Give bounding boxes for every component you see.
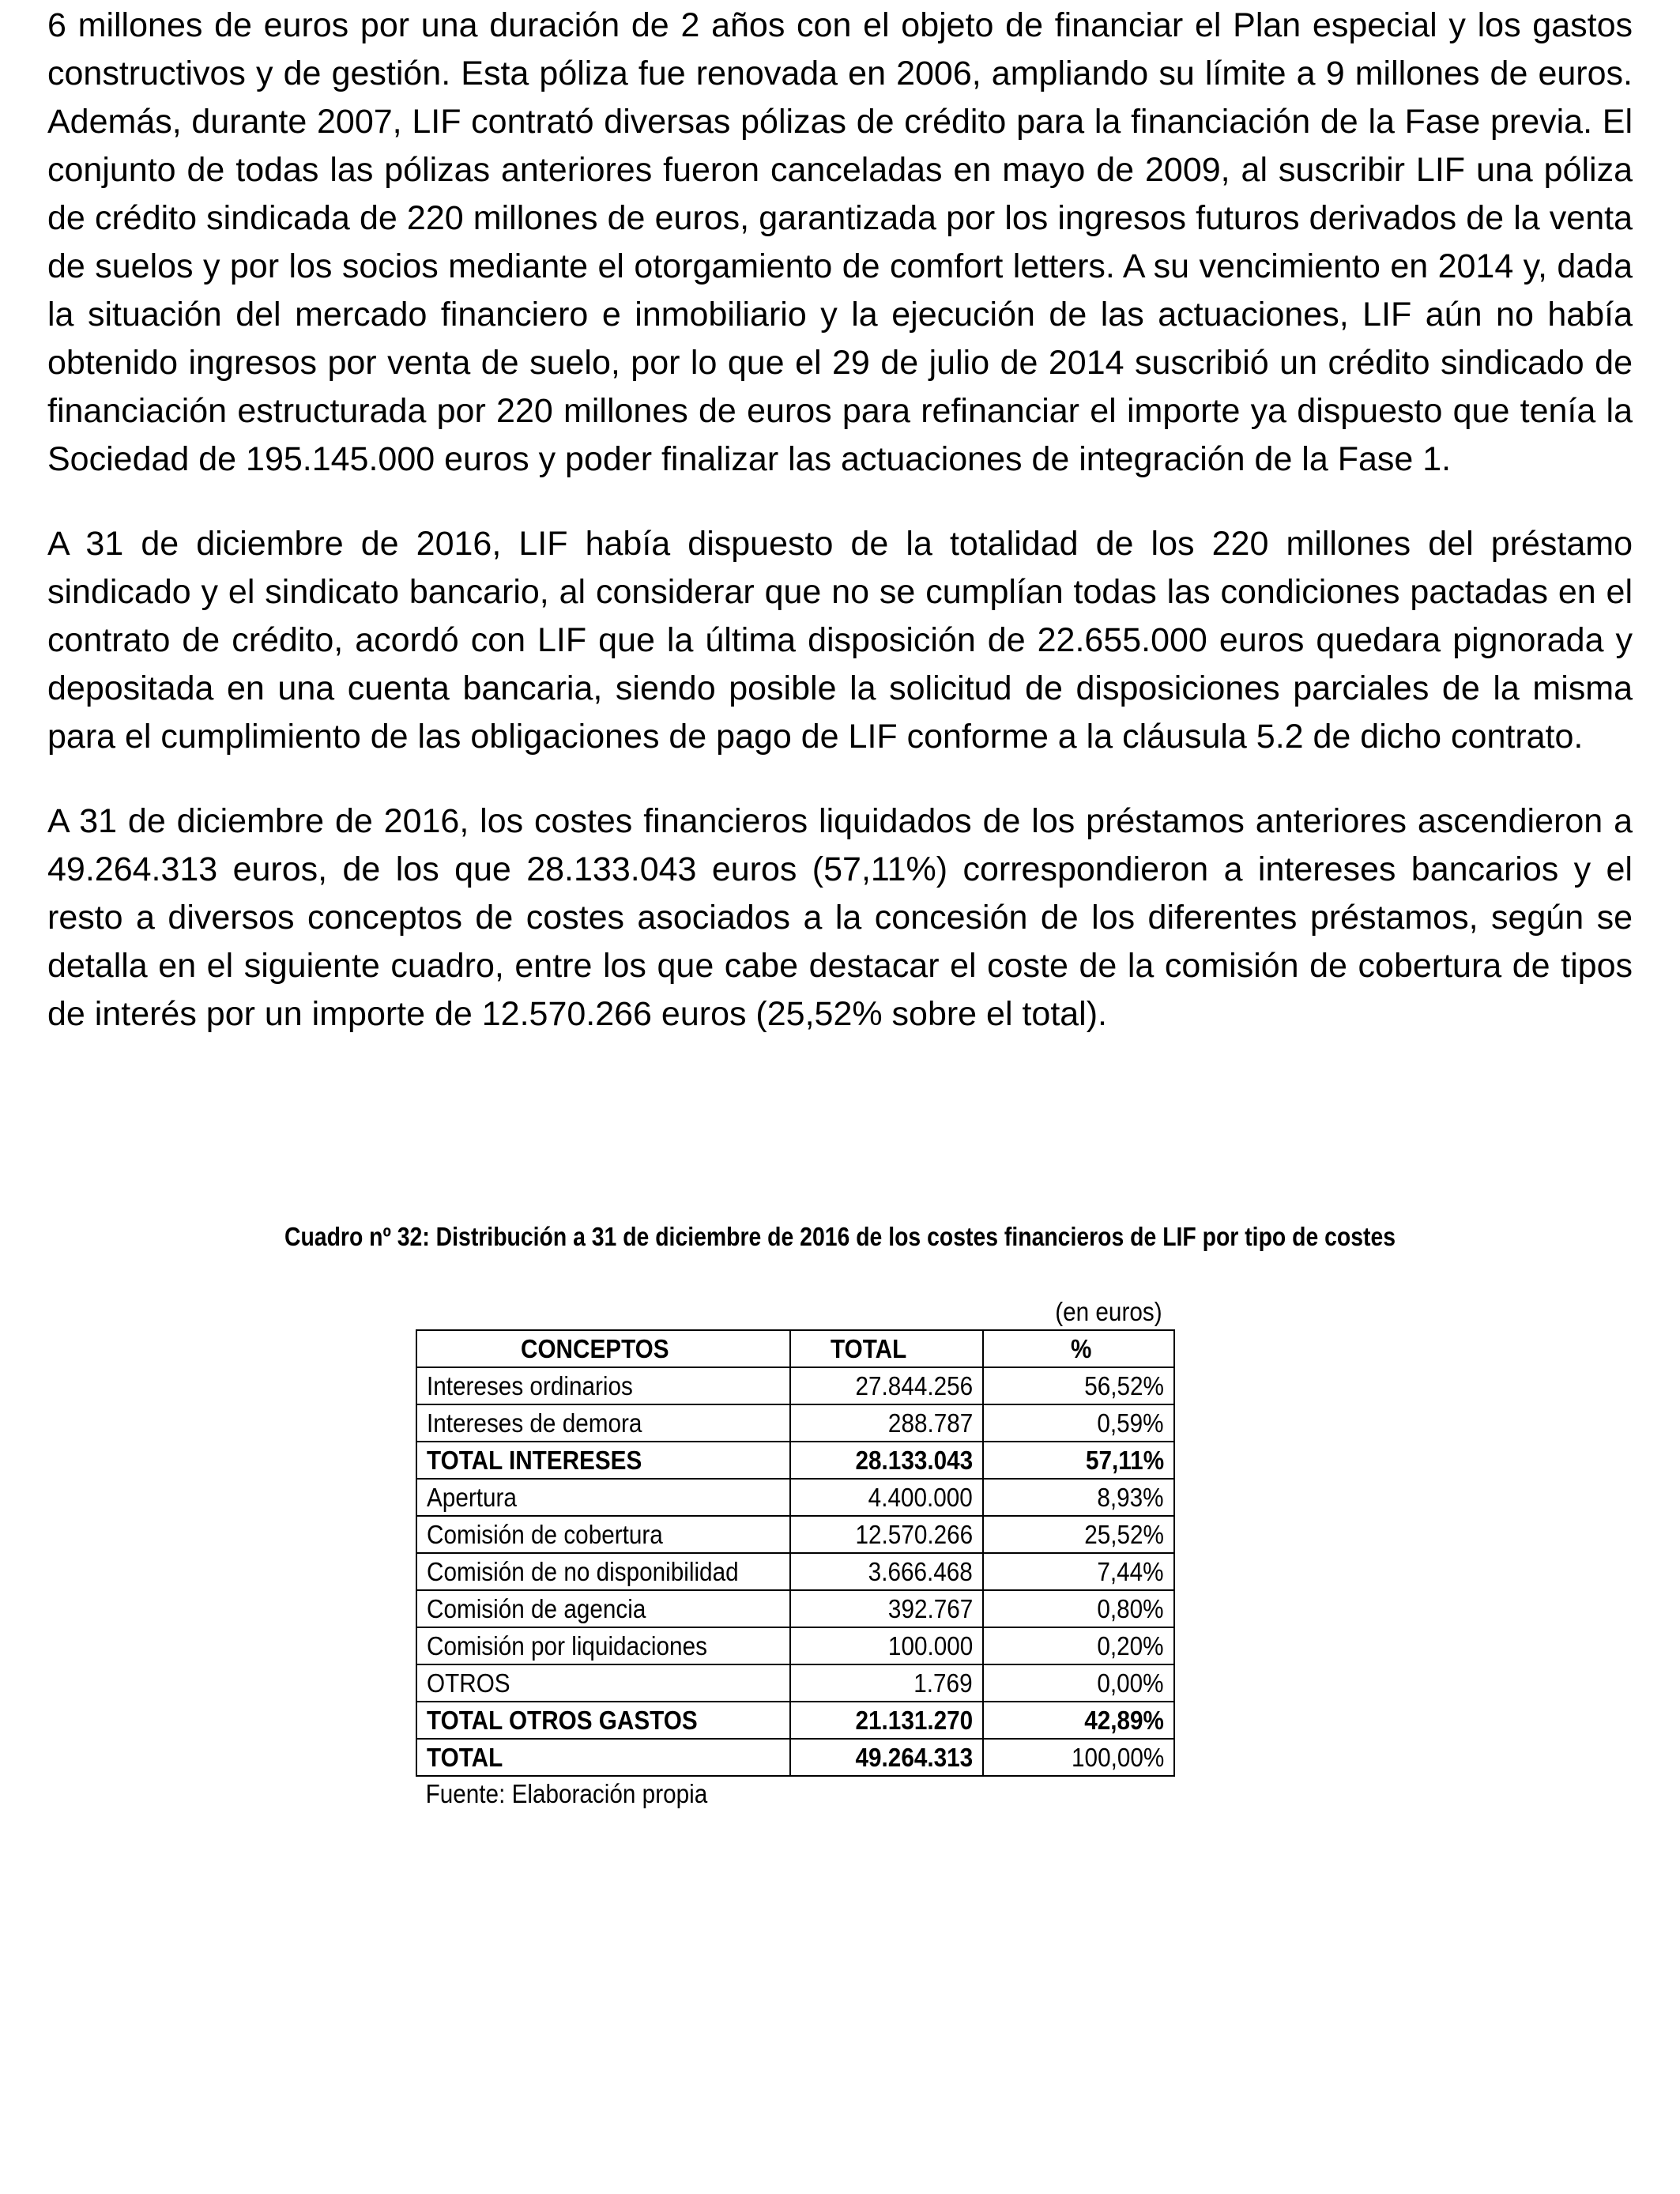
row-total: 28.133.043 — [790, 1442, 983, 1479]
table-row — [416, 1553, 1174, 1590]
row-percent: 0,20% — [983, 1627, 1174, 1664]
table-row — [416, 1627, 1174, 1664]
row-percent: 25,52% — [983, 1516, 1174, 1553]
header-concepts: CONCEPTOS — [416, 1330, 790, 1367]
table-row — [416, 1479, 1174, 1516]
table-row-total — [416, 1739, 1174, 1776]
costs-table — [416, 1329, 1175, 1777]
table-caption: Cuadro nº 32: Distribución a 31 de diciembre de 2016 de los costes financieros de LIF por tipo de costes — [284, 1222, 1396, 1251]
row-concept: Comisión de agencia — [416, 1590, 790, 1627]
row-concept: TOTAL — [416, 1739, 790, 1776]
table-row — [416, 1367, 1174, 1404]
row-total: 1.769 — [790, 1664, 983, 1702]
row-percent: 0,00% — [983, 1664, 1174, 1702]
row-percent: 42,89% — [983, 1702, 1174, 1739]
row-percent: 100,00% — [983, 1739, 1174, 1776]
table-row-subtotal — [416, 1702, 1174, 1739]
table-units: (en euros) — [1055, 1297, 1162, 1326]
table-source: Fuente: Elaboración propia — [425, 1779, 708, 1808]
row-total: 3.666.468 — [790, 1553, 983, 1590]
row-percent: 8,93% — [983, 1479, 1174, 1516]
row-total: 100.000 — [790, 1627, 983, 1664]
costs-table-container — [416, 1296, 1173, 1811]
table-row — [416, 1590, 1174, 1627]
row-total: 392.767 — [790, 1590, 983, 1627]
table-row — [416, 1404, 1174, 1442]
paragraph-financial-costs: A 31 de diciembre de 2016, los costes financieros liquidados de los préstamos anteriores ascendieron a 49.264.313 euros, de los que 28.133.043 euros (57,11%) correspondieron a intereses bancarios y el resto a diversos conceptos de costes asociados a la concesión de los diferentes préstamos, según se detalla en el siguiente cuadro, entre los que cabe destacar el coste de la comisión de cobertura de tipos de interés por un importe de 12.570.266 euros (25,52% sobre el total). — [47, 802, 1633, 1033]
row-concept: Intereses ordinarios — [416, 1367, 790, 1404]
row-total: 12.570.266 — [790, 1516, 983, 1553]
row-total: 4.400.000 — [790, 1479, 983, 1516]
header-percent: % — [983, 1330, 1174, 1367]
header-total: TOTAL — [790, 1330, 983, 1367]
row-percent: 0,59% — [983, 1404, 1174, 1442]
row-concept: OTROS — [416, 1664, 790, 1702]
row-concept: Apertura — [416, 1479, 790, 1516]
row-concept: TOTAL INTERESES — [416, 1442, 790, 1479]
row-percent: 0,80% — [983, 1590, 1174, 1627]
row-concept: Comisión por liquidaciones — [416, 1627, 790, 1664]
table-header-row — [416, 1330, 1174, 1367]
row-percent: 7,44% — [983, 1553, 1174, 1590]
row-total: 21.131.270 — [790, 1702, 983, 1739]
row-concept: Comisión de cobertura — [416, 1516, 790, 1553]
table-row — [416, 1664, 1174, 1702]
row-total: 288.787 — [790, 1404, 983, 1442]
row-total: 49.264.313 — [790, 1739, 983, 1776]
document-page — [47, 0, 1633, 1251]
paragraph-financing-history: 6 millones de euros por una duración de 2 años con el objeto de financiar el Plan especial y los gastos constructivos y de gestión. Esta póliza fue renovada en 2006, ampliando su límite a 9 millones de euros. Además, durante 2007, LIF contrató diversas pólizas de crédito para la financiación de la Fase previa. El conjunto de todas las pólizas anteriores fueron canceladas en mayo de 2009, al suscribir LIF una póliza de crédito sindicada de 220 millones de euros, garantizada por los ingresos futuros derivados de la venta de suelos y por los socios mediante el otorgamiento de comfort letters. A su vencimiento en 2014 y, dada la situación del mercado financiero e inmobiliario y la ejecución de las actuaciones, LIF aún no había obtenido ingresos por venta de suelo, por lo que el 29 de julio de 2014 suscribió un crédito sindicado de financiación estructurada por 220 millones de euros para refinanciar el importe ya dispuesto que tenía la Sociedad de 195.145.000 euros y poder finalizar las actuaciones de integración de la Fase 1. — [47, 6, 1633, 478]
table-row — [416, 1516, 1174, 1553]
row-concept: Intereses de demora — [416, 1404, 790, 1442]
row-concept: Comisión de no disponibilidad — [416, 1553, 790, 1590]
row-percent: 56,52% — [983, 1367, 1174, 1404]
row-concept: TOTAL OTROS GASTOS — [416, 1702, 790, 1739]
row-total: 27.844.256 — [790, 1367, 983, 1404]
paragraph-syndicated-loan: A 31 de diciembre de 2016, LIF había dispuesto de la totalidad de los 220 millones del préstamo sindicado y el sindicato bancario, al considerar que no se cumplían todas las condiciones pactadas en el contrato de crédito, acordó con LIF que la última disposición de 22.655.000 euros quedara pignorada y depositada en una cuenta bancaria, siendo posible la solicitud de disposiciones parciales de la misma para el cumplimiento de las obligaciones de pago de LIF conforme a la cláusula 5.2 de dicho contrato. — [47, 525, 1633, 756]
row-percent: 57,11% — [983, 1442, 1174, 1479]
table-row-subtotal — [416, 1442, 1174, 1479]
